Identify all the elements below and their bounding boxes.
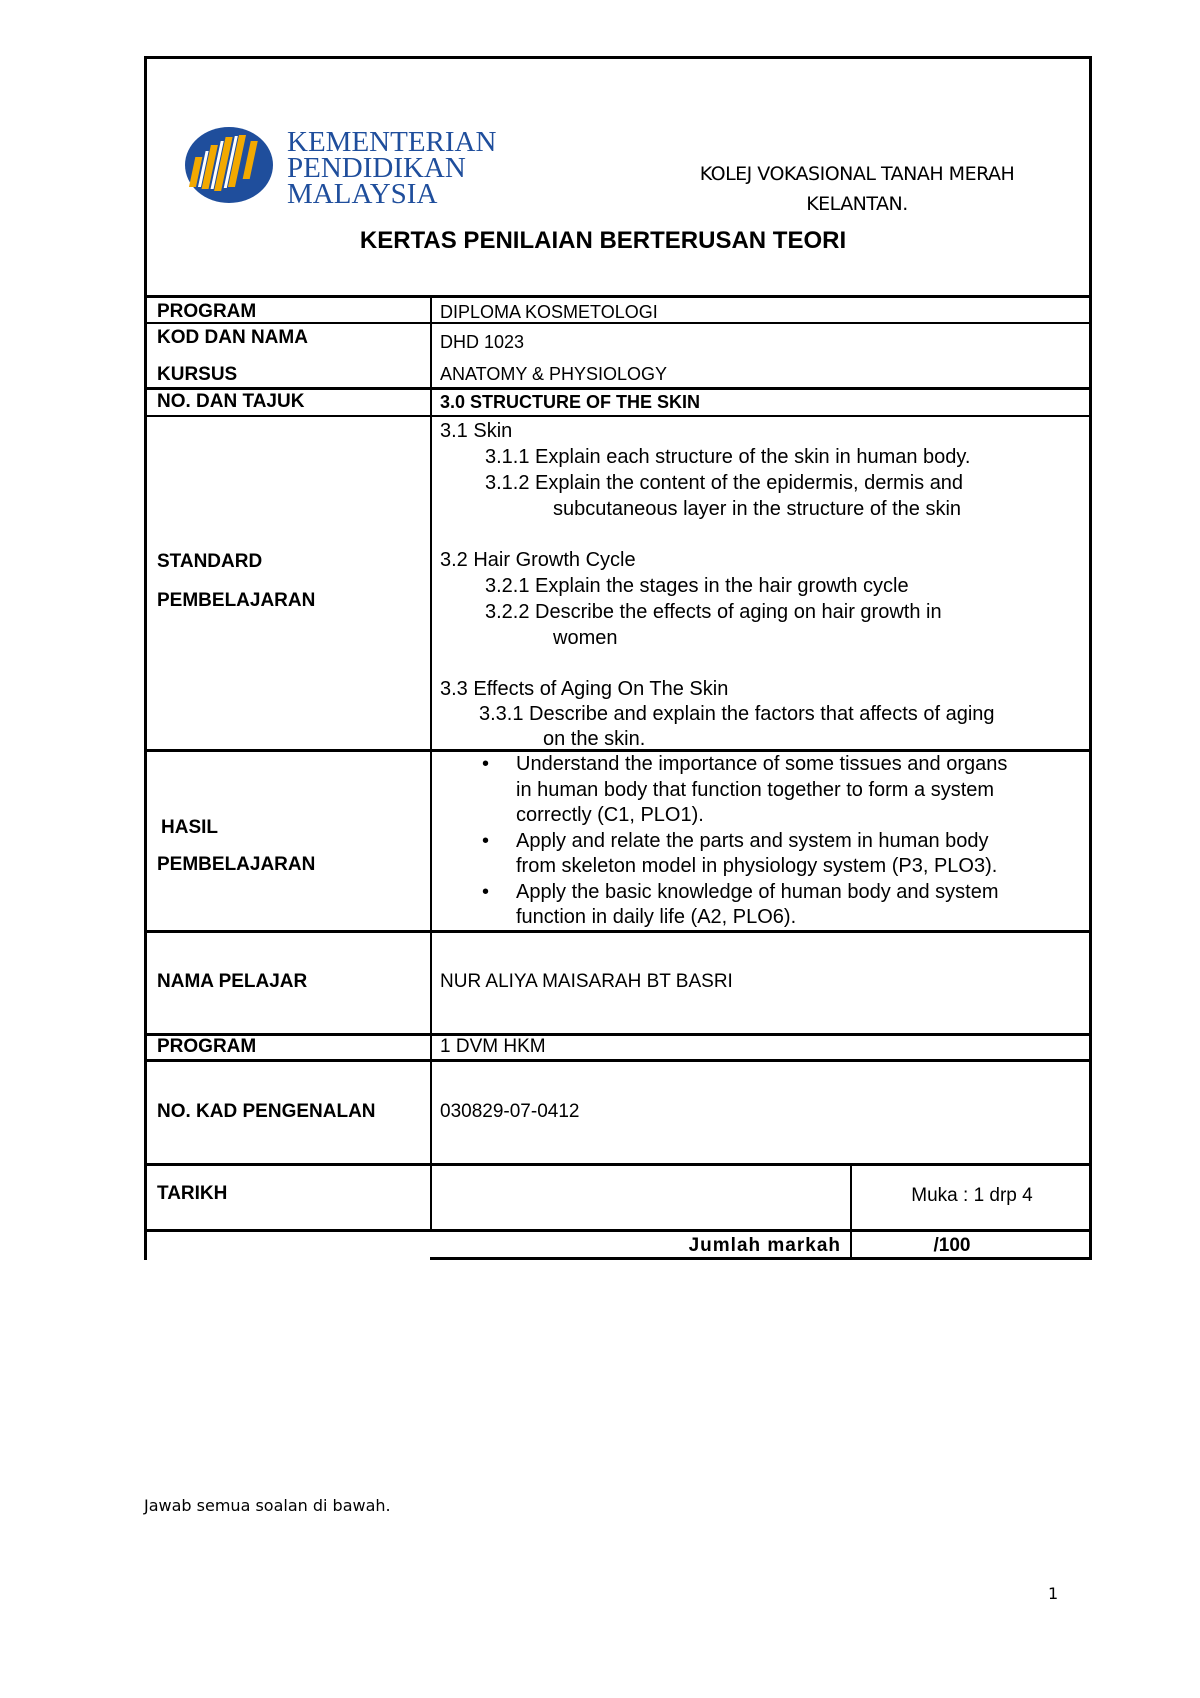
- kod-value: DHD 1023: [440, 332, 525, 352]
- learning-outcomes-list: [432, 752, 1092, 931]
- bullet-icon: •: [482, 753, 490, 775]
- list-item: • Understand the importance of some tissues and organs in human body that function together to form a system correctly (C1, PLO1).: [482, 753, 1008, 826]
- program2-label: PROGRAM: [157, 1036, 257, 1057]
- tajuk-value: 3.0 STRUCTURE OF THE SKIN: [440, 392, 701, 412]
- standard-line: 3.2 Hair Growth Cycle: [440, 549, 636, 571]
- college-name: [667, 159, 1047, 219]
- table-top-border: [147, 295, 1089, 298]
- standard-line: 3.2.2 Describe the effects of aging on hair growth in: [485, 601, 942, 623]
- program2-value: 1 DVM HKM: [440, 1036, 546, 1057]
- logo-line-1: KEMENTERIAN: [287, 126, 497, 158]
- page-number: 1: [1048, 1584, 1059, 1603]
- standard-label-1: STANDARD: [157, 551, 263, 572]
- row-divider: [147, 1059, 1089, 1062]
- hasil-label-1: HASIL: [161, 817, 218, 838]
- logo-line-2: PENDIDIKAN: [287, 152, 466, 184]
- list-item: • Apply and relate the parts and system in human body from skeleton model in physiology system (P3, PLO3).: [482, 829, 998, 877]
- title-clip: [147, 221, 1089, 251]
- standard-line: 3.1.1 Explain each structure of the skin in human body.: [485, 446, 971, 468]
- standard-line: 3.2.1 Explain the stages in the hair growth cycle: [485, 575, 909, 597]
- standard-line: 3.3 Effects of Aging On The Skin: [440, 678, 729, 700]
- standard-line: women: [553, 627, 618, 649]
- standard-line: 3.3.1 Describe and explain the factors that affects of aging: [479, 703, 995, 725]
- kod-label-2: KURSUS: [157, 364, 238, 385]
- standard-label-2: PEMBELAJARAN: [157, 590, 316, 611]
- kpm-logo: [183, 121, 523, 211]
- list-item: • Apply the basic knowledge of human body and system function in daily life (A2, PLO6).: [482, 880, 999, 928]
- ic-value: 030829-07-0412: [440, 1101, 580, 1122]
- standard-line: subcutaneous layer in the structure of the skin: [553, 498, 962, 520]
- row-divider: [147, 415, 1089, 417]
- kod-label-1: KOD DAN NAMA: [157, 327, 308, 348]
- kursus-value: ANATOMY & PHYSIOLOGY: [440, 364, 668, 384]
- jumlah-label: Jumlah markah: [688, 1235, 841, 1256]
- nama-value: NUR ALIYA MAISARAH BT BASRI: [440, 971, 733, 992]
- bullet-icon: •: [482, 829, 490, 852]
- ic-label: NO. KAD PENGENALAN: [157, 1101, 376, 1122]
- hasil-label-2: PEMBELAJARAN: [157, 854, 316, 875]
- assessment-cover-frame: [144, 56, 1092, 1260]
- document-title: KERTAS PENILAIAN BERTERUSAN TEORI: [359, 227, 847, 251]
- standard-line: 3.1.2 Explain the content of the epidermis, dermis and: [485, 472, 964, 494]
- row-divider: [147, 1163, 1089, 1166]
- logo-line-3: MALAYSIA: [287, 178, 438, 210]
- program-label: PROGRAM: [157, 301, 257, 322]
- tajuk-label: NO. DAN TAJUK: [157, 391, 305, 412]
- standard-line: on the skin.: [543, 728, 646, 750]
- bullet-icon: •: [482, 880, 490, 903]
- tarikh-label: TARIKH: [157, 1183, 228, 1204]
- nama-label: NAMA PELAJAR: [157, 971, 308, 992]
- college-line-2: KELANTAN.: [806, 193, 908, 215]
- standard-line: 3.1 Skin: [440, 420, 513, 442]
- instruction-text: Jawab semua soalan di bawah.: [144, 1496, 391, 1515]
- program-value: DIPLOMA KOSMETOLOGI: [440, 302, 658, 322]
- page-count: Muka : 1 drp 4: [911, 1185, 1033, 1206]
- row-divider: [147, 1033, 1089, 1036]
- college-line-1: KOLEJ VOKASIONAL TANAH MERAH: [699, 163, 1015, 185]
- jumlah-value: /100: [933, 1235, 971, 1256]
- kpm-emblem-icon: [183, 121, 523, 211]
